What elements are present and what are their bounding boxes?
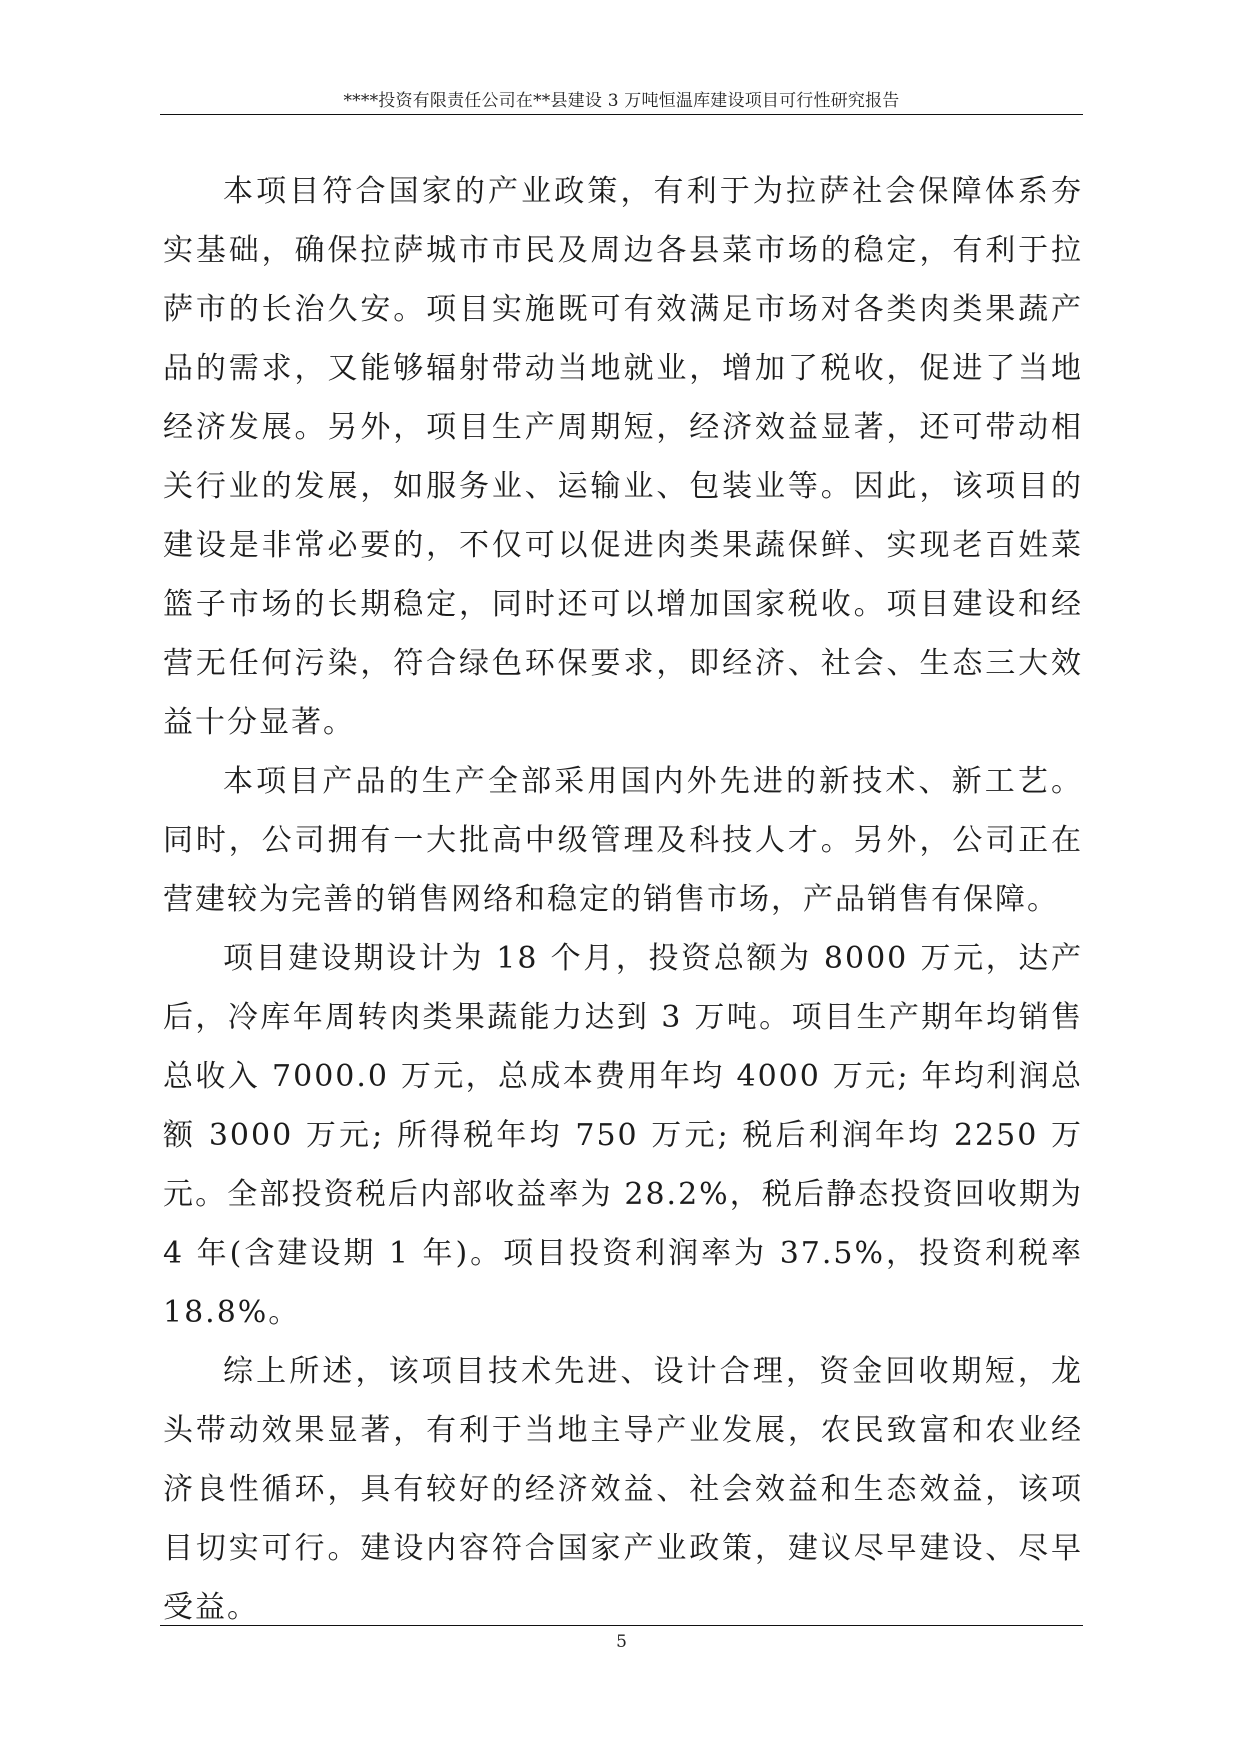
paragraph-technology-and-sales: 本项目产品的生产全部采用国内外先进的新技术、新工艺。同时，公司拥有一大批高中级管理及科技人才。另外，公司正在营建较为完善的销售网络和稳定的销售市场，产品销售有保障。 <box>163 764 1083 917</box>
page-number: 5 <box>616 1632 627 1652</box>
document-body <box>163 162 1083 1637</box>
paragraph-conclusion: 综上所述，该项目技术先进、设计合理，资金回收期短，龙头带动效果显著，有利于当地主导产业发展，农民致富和农业经济良性循环，具有较好的经济效益、社会效益和生态效益，该项目切实可行。建设内容符合国家产业政策，建议尽早建设、尽早受益。 <box>163 1354 1083 1625</box>
header-divider <box>160 114 1083 115</box>
paragraph-financial-indicators: 项目建设期设计为 18 个月，投资总额为 8000 万元，达产后，冷库年周转肉类果蔬能力达到 3 万吨。项目生产期年均销售总收入 7000.0 万元，总成本费用年均 4000 万元; 年均利润总额 3000 万元; 所得税年均 750 万元; 税后利润年均 2250 万元。全部投资税后内部收益率为 28.2%，税后静态投资回收期为 4 年(含建设期 1 年)。项目投资利润率为 37.5%，投资利税率 18.8%。 <box>163 941 1083 1330</box>
paragraph-project-significance: 本项目符合国家的产业政策，有利于为拉萨社会保障体系夯实基础，确保拉萨城市市民及周边各县菜市场的稳定，有利于拉萨市的长治久安。项目实施既可有效满足市场对各类肉类果蔬产品的需求，又能够辐射带动当地就业，增加了税收，促进了当地经济发展。另外，项目生产周期短，经济效益显著，还可带动相关行业的发展，如服务业、运输业、包装业等。因此，该项目的建设是非常必要的，不仅可以促进肉类果蔬保鲜、实现老百姓菜篮子市场的长期稳定，同时还可以增加国家税收。项目建设和经营无任何污染，符合绿色环保要求，即经济、社会、生态三大效益十分显著。 <box>163 174 1083 740</box>
footer-divider <box>160 1625 1083 1626</box>
page-header-title: ****投资有限责任公司在**县建设 3 万吨恒温库建设项目可行性研究报告 <box>343 91 900 111</box>
